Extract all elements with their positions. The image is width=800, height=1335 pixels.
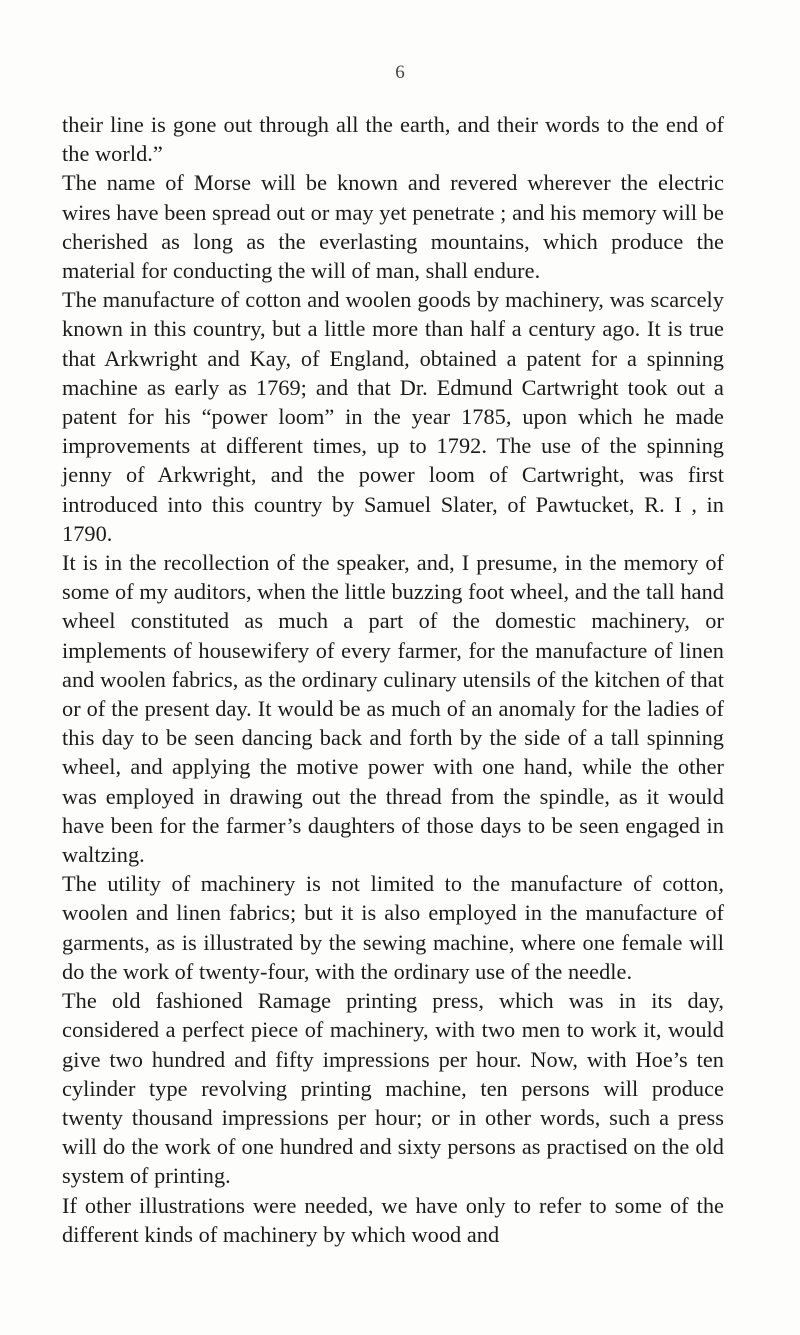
page-body xyxy=(62,110,724,1249)
page-number: 6 xyxy=(395,62,405,83)
paragraph-continuation: their line is gone out through all the earth, and their words to the end of the world.” xyxy=(62,112,724,167)
paragraph-other-illustrations: If other illustrations were needed, we have only to refer to some of the different kinds of machinery by which wood and xyxy=(62,1192,724,1247)
paragraph-sewing-machine: The utility of machinery is not limited to the manufacture of cotton, woolen and linen fabrics; but it is also employed in the manufacture of garments, as is illustrated by the sewing machine, where one female will do the work of twenty-four, with the ordinary use of the needle. xyxy=(62,871,724,984)
paragraph-printing-press: The old fashioned Ramage printing press, which was in its day, considered a perfect piece of machinery, with two men to work it, would give two hundred and fifty impressions per hour. Now, with Hoe’s ten cylinder type revolving printing machine, ten persons will produce twenty thousand impressions per hour; or in other words, such a press will do the work of one hundred and sixty persons as practised on the old system of printing. xyxy=(62,988,724,1189)
paragraph-spinning-wheel: It is in the recollection of the speaker, and, I presume, in the memory of some of my auditors, when the little buzzing foot wheel, and the tall hand wheel constituted as much a part of the domestic machinery, or implements of housewifery of every farmer, for the manufacture of linen and woolen fabrics, as the ordinary culinary utensils of the kitchen of that or of the present day. It would be as much of an anomaly for the ladies of this day to be seen dancing back and forth by the side of a tall spinning wheel, and applying the motive power with one hand, while the other was employed in drawing out the thread from the spindle, as it would have been for the farmer’s daughters of those days to be seen engaged in waltzing. xyxy=(62,550,724,868)
paragraph-morse: The name of Morse will be known and revered wherever the electric wires have been spread out or may yet penetrate ; and his memory will be cherished as long as the everlasting mountains, which produce the material for conducting the will of man, shall endure. xyxy=(62,170,724,284)
paragraph-cotton-manufacture: The manufacture of cotton and woolen goods by machinery, was scarcely known in this country, but a little more than half a century ago. It is true that Arkwright and Kay, of England, obtained a patent for a spinning machine as early as 1769; and that Dr. Edmund Cartwright took out a patent for his “power loom” in the year 1785, upon which he made improvements at different times, up to 1792. The use of the spinning jenny of Arkwright, and the power loom of Cartwright, was first introduced into this country by Samuel Slater, of Pawtucket, R. I , in 1790. xyxy=(62,287,724,546)
